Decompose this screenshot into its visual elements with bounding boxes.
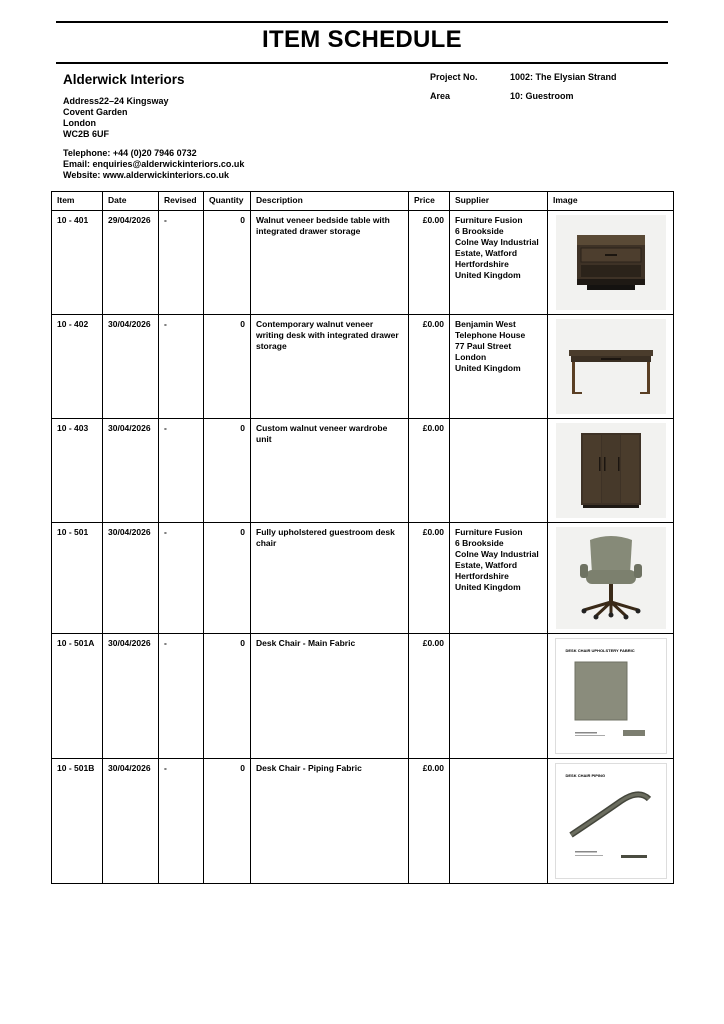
cell-revised: - xyxy=(159,315,204,419)
header-price: Price xyxy=(409,192,450,211)
cell-supplier xyxy=(450,315,548,419)
writing-desk-icon xyxy=(556,319,666,414)
supplier-line: Telephone House xyxy=(455,330,526,340)
address-line: Covent Garden xyxy=(63,107,128,117)
header-image: Image xyxy=(548,192,674,211)
supplier-line: 77 Paul Street xyxy=(455,341,512,351)
page-title: ITEM SCHEDULE xyxy=(262,26,462,53)
cell-supplier xyxy=(450,759,548,884)
cell-supplier xyxy=(450,523,548,634)
supplier-line: Furniture Fusion xyxy=(455,215,523,225)
supplier-line: Estate, Watford xyxy=(455,560,518,570)
header-quantity: Quantity xyxy=(204,192,251,211)
cell-quantity: 0 xyxy=(204,759,251,884)
table-row xyxy=(52,634,674,759)
cell-item: 10 - 501B xyxy=(52,759,103,884)
supplier-line: Colne Way Industrial xyxy=(455,549,539,559)
cell-item: 10 - 403 xyxy=(52,419,103,523)
supplier-line: Hertfordshire xyxy=(455,571,509,581)
cell-revised: - xyxy=(159,759,204,884)
company-contact xyxy=(63,148,244,181)
cell-image xyxy=(548,634,674,759)
piping-swatch-icon xyxy=(555,763,667,879)
cell-item: 10 - 401 xyxy=(52,211,103,315)
cell-image xyxy=(548,211,674,315)
cell-quantity: 0 xyxy=(204,315,251,419)
table-header-row xyxy=(52,192,674,211)
desk-chair-icon xyxy=(556,527,666,629)
supplier-line: Colne Way Industrial xyxy=(455,237,539,247)
cell-date: 30/04/2026 xyxy=(103,315,159,419)
header-supplier: Supplier xyxy=(450,192,548,211)
cell-price: £0.00 xyxy=(409,419,450,523)
address-line: Address22–24 Kingsway xyxy=(63,96,169,106)
cell-description: Contemporary walnut veneer writing desk with integrated drawer storage xyxy=(251,315,409,419)
cell-quantity: 0 xyxy=(204,634,251,759)
email: Email: enquiries@alderwickinteriors.co.uk xyxy=(63,159,245,169)
cell-date: 30/04/2026 xyxy=(103,759,159,884)
cell-supplier xyxy=(450,419,548,523)
table-row xyxy=(52,211,674,315)
cell-description: Walnut veneer bedside table with integrated drawer storage xyxy=(251,211,409,315)
supplier-line: 6 Brookside xyxy=(455,538,504,548)
supplier-line: Estate, Watford xyxy=(455,248,518,258)
top-rule xyxy=(56,21,668,23)
cell-supplier xyxy=(450,634,548,759)
supplier-line: United Kingdom xyxy=(455,582,521,592)
cell-image xyxy=(548,419,674,523)
cell-date: 30/04/2026 xyxy=(103,634,159,759)
cell-description: Custom walnut veneer wardrobe unit xyxy=(251,419,409,523)
project-label: Project No. xyxy=(430,72,478,82)
cell-description: Desk Chair - Main Fabric xyxy=(251,634,409,759)
swatch-caption: DESK CHAIR PIPING xyxy=(565,773,606,778)
cell-item: 10 - 501A xyxy=(52,634,103,759)
cell-description: Fully upholstered guestroom desk chair xyxy=(251,523,409,634)
cell-image xyxy=(548,523,674,634)
table-row xyxy=(52,419,674,523)
header-description: Description xyxy=(251,192,409,211)
table-row xyxy=(52,759,674,884)
cell-description: Desk Chair - Piping Fabric xyxy=(251,759,409,884)
header-revised: Revised xyxy=(159,192,204,211)
website: Website: www.alderwickinteriors.co.uk xyxy=(63,170,230,180)
supplier-line: United Kingdom xyxy=(455,270,521,280)
header-item: Item xyxy=(52,192,103,211)
table-row xyxy=(52,315,674,419)
cell-quantity: 0 xyxy=(204,211,251,315)
area-value: 10: Guestroom xyxy=(510,91,574,101)
cell-revised: - xyxy=(159,211,204,315)
cell-price: £0.00 xyxy=(409,523,450,634)
cell-item: 10 - 402 xyxy=(52,315,103,419)
cell-item: 10 - 501 xyxy=(52,523,103,634)
cell-date: 29/04/2026 xyxy=(103,211,159,315)
cell-price: £0.00 xyxy=(409,759,450,884)
fabric-swatch-icon xyxy=(555,638,667,754)
cell-price: £0.00 xyxy=(409,315,450,419)
cell-price: £0.00 xyxy=(409,211,450,315)
cell-quantity: 0 xyxy=(204,523,251,634)
address-line: WC2B 6UF xyxy=(63,129,110,139)
company-address xyxy=(63,96,169,140)
supplier-line: Hertfordshire xyxy=(455,259,509,269)
supplier-line: Benjamin West xyxy=(455,319,516,329)
supplier-line: 6 Brookside xyxy=(455,226,504,236)
cell-date: 30/04/2026 xyxy=(103,419,159,523)
address-line: London xyxy=(63,118,96,128)
header-date: Date xyxy=(103,192,159,211)
title-rule xyxy=(56,62,668,64)
cell-image xyxy=(548,315,674,419)
swatch-caption: DESK CHAIR UPHOLSTERY FABRIC xyxy=(565,648,635,653)
wardrobe-icon xyxy=(556,423,666,518)
bedside-table-icon xyxy=(556,215,666,310)
cell-quantity: 0 xyxy=(204,419,251,523)
project-value: 1002: The Elysian Strand xyxy=(510,72,617,82)
supplier-line: London xyxy=(455,352,487,362)
telephone: Telephone: +44 (0)20 7946 0732 xyxy=(63,148,197,158)
cell-price: £0.00 xyxy=(409,634,450,759)
item-schedule-table xyxy=(51,191,674,884)
cell-revised: - xyxy=(159,419,204,523)
supplier-line: United Kingdom xyxy=(455,363,521,373)
cell-image xyxy=(548,759,674,884)
company-name: Alderwick Interiors xyxy=(63,72,185,87)
cell-revised: - xyxy=(159,523,204,634)
cell-date: 30/04/2026 xyxy=(103,523,159,634)
area-label: Area xyxy=(430,91,451,101)
table-row xyxy=(52,523,674,634)
cell-revised: - xyxy=(159,634,204,759)
cell-supplier xyxy=(450,211,548,315)
supplier-line: Furniture Fusion xyxy=(455,527,523,537)
